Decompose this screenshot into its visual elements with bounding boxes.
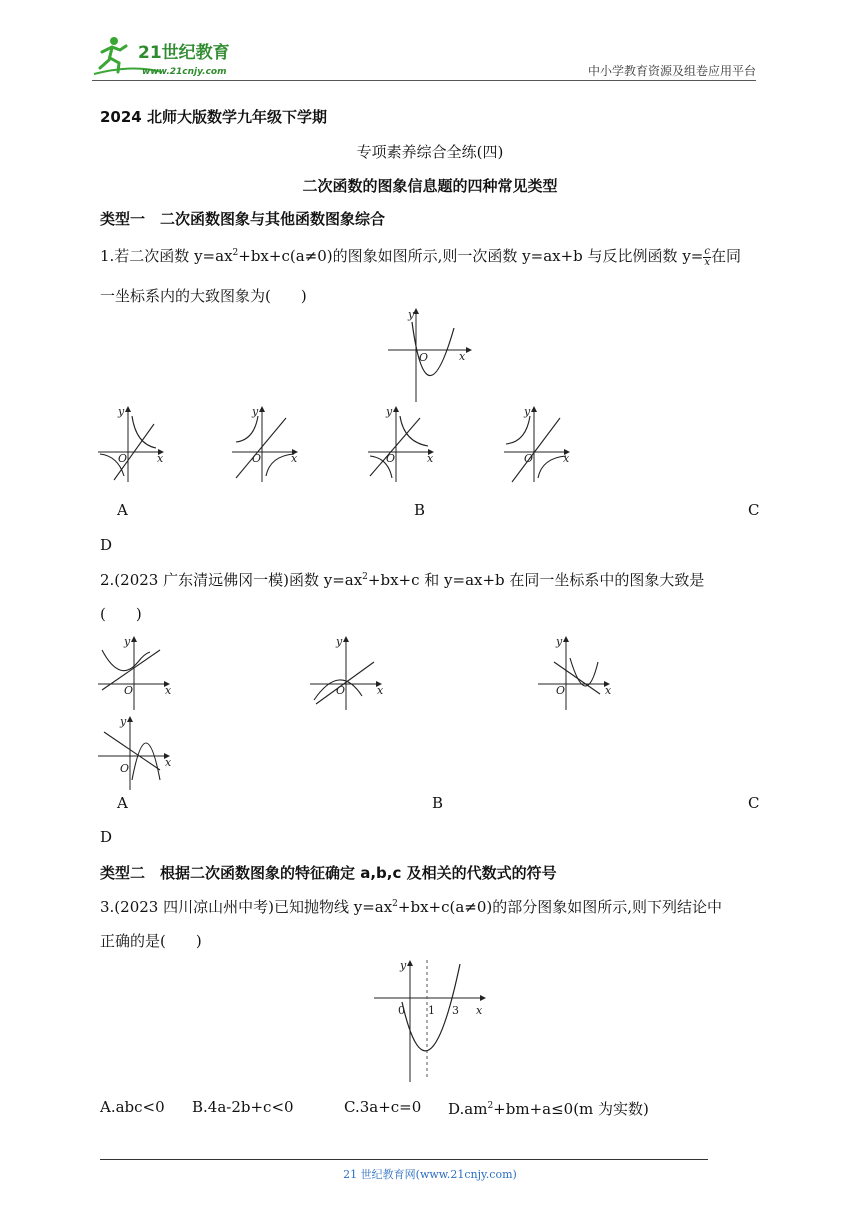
svg-text:x: x [476,1004,483,1017]
footer-text: 21 世纪教育网(www.21cnjy.com) [343,1168,517,1181]
svg-text:O: O [124,684,134,697]
c-over-x-fraction: $\frac{c}{x}$ [704,245,710,268]
svg-text:O: O [386,452,396,465]
q1-option-b-graph [230,404,300,484]
svg-text:x: x [377,684,384,697]
q3-stem-line1: 3.(2023 四川凉山州中考)已知抛物线 $y=ax^2+bx+c(a\ne 0)$的部分图象如图所示,则下列结论中 [100,898,723,916]
svg-text:y: y [408,308,415,321]
section-type1: 类型一 二次函数图象与其他函数图象综合 [100,210,386,228]
svg-text:x: x [157,452,164,465]
svg-text:y: y [124,635,131,648]
q1-option-d-graph [502,404,572,484]
svg-text:3: 3 [452,1004,459,1017]
svg-text:y: y [336,635,343,648]
svg-text:y: y [252,405,259,418]
svg-text:O: O [252,452,262,465]
q3-choice-c: C.3a+c=0 [344,1098,422,1116]
svg-text:y: y [120,715,127,728]
svg-text:y: y [386,405,393,418]
q2-label-c: C [748,794,760,812]
q1-label-c: C [748,501,760,519]
q2-stem-line1: 2.(2023 广东清远佛冈一模)函数 $y=ax^2+bx+c$ 和 y=ax+b 在同一坐标系中的图象大致是 [100,571,705,589]
q2-option-b-graph [308,632,388,712]
q2-option-c-graph [536,632,616,712]
svg-text:O: O [556,684,566,697]
q2-label-d: D [100,828,113,846]
svg-text:y: y [524,405,531,418]
svg-text:O: O [336,684,346,697]
q2-label-a: A [117,794,128,812]
svg-text:y: y [400,959,407,972]
header-divider [92,80,756,81]
svg-text:x: x [291,452,298,465]
q2-label-b: B [432,794,444,812]
logo-url: www.21cnjy.com [142,67,227,77]
q2-stem-line2: ( ) [100,605,142,623]
svg-text:x: x [165,756,172,769]
q2-option-a-graph [96,632,176,712]
logo-text: 21世纪教育 [138,43,230,63]
topic-title: 二次函数的图象信息题的四种常见类型 [302,177,558,195]
svg-text:x: x [563,452,570,465]
grade-title: 2024 北师大版数学九年级下学期 [100,108,327,126]
q2-option-d-graph [96,712,176,792]
svg-text:O: O [120,762,130,775]
section-type2: 类型二 根据二次函数图象的特征确定 a,b,c 及相关的代数式的符号 [100,864,557,882]
q1-label-b: B [414,501,426,519]
q3-choice-a: A.abc<0 [100,1098,165,1116]
exercise-title: 专项素养综合全练(四) [356,143,504,161]
q1-parabola-graph [388,306,478,406]
q1-stem-line1: 1.若二次函数 $y=ax^2+bx+c(a\ne 0)$的图象如图所示,则一次函数 y=ax+b 与反比例函数 y= $\frac{c}{x}$ 在同 [100,245,741,268]
q1-stem-line2: 一坐标系内的大致图象为( ) [100,287,307,305]
svg-text:y: y [118,405,125,418]
svg-text:x: x [427,452,434,465]
q1-option-c-graph [366,404,436,484]
svg-text:O: O [419,351,429,364]
svg-text:x: x [165,684,172,697]
q1-label-d: D [100,536,113,554]
q3-choice-d: $D.am^2+bm+a\le 0(m$ 为实数) [448,1100,649,1118]
svg-text:x: x [459,350,466,363]
svg-text:0: 0 [398,1004,405,1017]
site-logo [92,34,262,82]
q1-label-a: A [117,501,128,519]
svg-text:y: y [556,635,563,648]
q1-option-a-graph [96,404,166,484]
svg-text:O: O [118,452,128,465]
q3-choice-b: B.4a-2b+c<0 [192,1098,294,1116]
svg-text:1: 1 [428,1004,435,1017]
footer-divider [100,1159,708,1160]
header-tagline: 中小学教育资源及组卷应用平台 [587,64,756,78]
q3-stem-line2: 正确的是( ) [100,932,202,950]
svg-text:x: x [605,684,612,697]
svg-text:O: O [524,452,534,465]
q3-parabola-graph [372,956,502,1086]
